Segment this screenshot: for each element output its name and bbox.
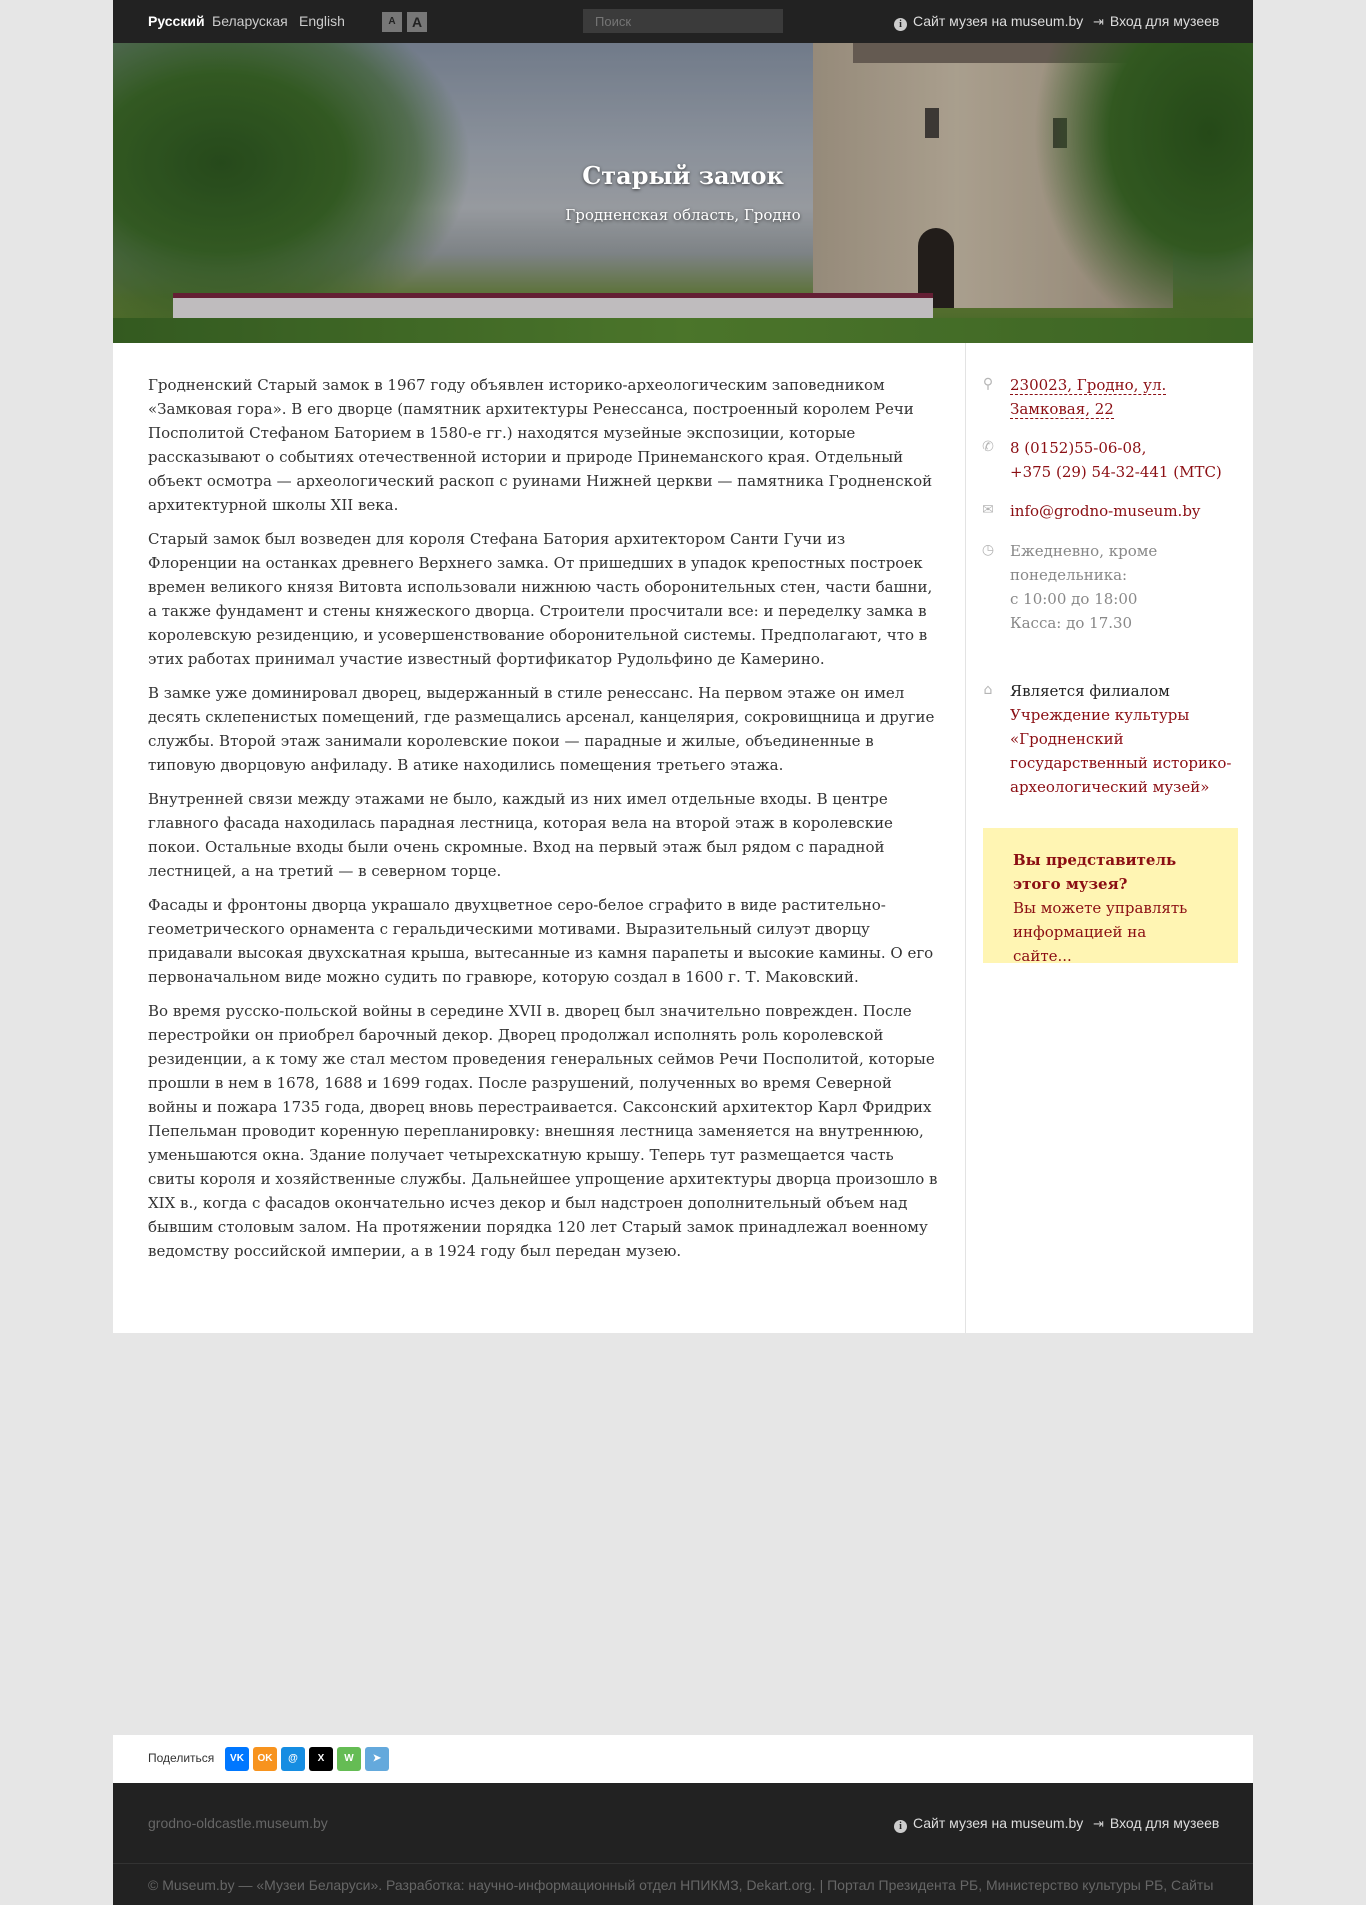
- page-subtitle: Гродненская область, Гродно: [565, 206, 801, 224]
- footer-museum-site-link[interactable]: i Сайт музея на museum.by: [894, 1815, 1083, 1833]
- search-input[interactable]: [583, 9, 783, 33]
- info-icon: i: [894, 18, 907, 31]
- font-increase-button[interactable]: A: [407, 12, 427, 32]
- footer-login-link[interactable]: ⇥ Вход для музеев: [1093, 1815, 1220, 1831]
- login-link[interactable]: [1093, 13, 1219, 30]
- share-ok-button[interactable]: OK: [253, 1747, 277, 1771]
- envelope-icon: ✉: [982, 502, 994, 518]
- footer-divider: [113, 1863, 1253, 1864]
- font-decrease-button[interactable]: A: [382, 12, 402, 32]
- sign-in-icon: ⇥: [1093, 1816, 1104, 1831]
- footer: [113, 1783, 1253, 1905]
- footer-site-link[interactable]: grodno-oldcastle.museum.by: [148, 1815, 328, 1831]
- lang-russian[interactable]: Русский: [148, 13, 205, 29]
- page-title: Старый замок: [582, 161, 784, 190]
- lang-english[interactable]: English: [299, 13, 345, 29]
- hero-banner: [113, 43, 1253, 343]
- article-paragraph: В замке уже доминировал дворец, выдержанный в стиле ренессанс. На первом этаже он имел десять склепенистых помещений, где размещались арсенал, канцелярия, сокровищница и другие службы. Второй этаж занимали королевские покои — парадные и жилые, объединенные в типовую дворцовую анфиладу. В атике находились помещения третьего этажа.: [148, 684, 935, 774]
- article-paragraph: Внутренней связи между этажами не было, каждый из них имел отдельные входы. В центре главного фасада находилась парадная лестница, которая вела на второй этаж в королевские покои. Остальные входы были очень скромные. Вход на первый этаж был рядом с парадной лестницей, а на третий — в северном торце.: [148, 790, 893, 880]
- share-vk-button[interactable]: VK: [225, 1747, 249, 1771]
- column-divider: [965, 343, 966, 1333]
- share-label: Поделиться: [148, 1751, 215, 1765]
- footer-copyright: © Museum.by — «Музеи Беларуси». Разработка: научно-информационный отдел НПИКМЗ, Dekart.org. | Портал Президента РБ, Министерство культуры РБ, Сайты: [148, 1877, 1214, 1893]
- phone-link-2[interactable]: +375 (29) 54-32-441 (МТС): [1010, 463, 1222, 481]
- login-link-label: Вход для музеев: [1109, 13, 1220, 29]
- info-icon: i: [894, 1820, 907, 1833]
- share-whatsapp-button[interactable]: W: [337, 1747, 361, 1771]
- article-paragraph: Гродненский Старый замок в 1967 году объявлен историко-археологическим заповедником «Замковая гора». В его дворце (памятник архитектуры Ренессанса, построенный королем Речи Посполитой Стефаном Баторием в 1580-е гг.) находятся музейные экспозиции, которые рассказывают о событиях отечественной истории и природе Принеманского края. Отдельный объект осмотра — археологический раскоп с руинами Нижней церкви — памятника Гродненской архитектурной школы XII века.: [148, 376, 933, 514]
- address-link[interactable]: 230023, Гродно, ул. Замковая, 22: [1010, 376, 1167, 418]
- share-x-button[interactable]: X: [309, 1747, 333, 1771]
- phone-link-1[interactable]: 8 (0152)55-06-08,: [1010, 439, 1147, 457]
- share-bar: [113, 1735, 1253, 1783]
- article-paragraph: Фасады и фронтоны дворца украшало двухцветное серо-белое сграфито в виде растительно-геометрического орнамента с геральдическими мотивами. Выразительный силуэт дворцу придавали высокая двухскатная крыша, вытесанные из камня парапеты и высокие камины. О его первоначальном виде можно судить по гравюре, которую создал в 1600 г. Т. Маковский.: [148, 896, 934, 986]
- museum-site-link[interactable]: [894, 13, 1083, 31]
- content-area: Гродненский Старый замок в 1967 году объявлен историко-археологическим заповедником «Замковая гора». В его дворце (памятник архитектуры Ренессанса, построенный королем Речи Посполитой Стефаном Баторием в 1580-е гг.) находятся музейные экспозиции, которые рассказывают о событиях отечественной истории и природе Принеманского края. Отдельный объект осмотра — археологический раскоп с руинами Нижней церкви — памятника Гродненской архитектурной школы XII века. Старый замок был возведен для короля Стефана Батория архитектором Санти Гучи из Флоренции на останках древнего Верхнего замка. От пришедших в упадок крепостных построек времен великого князя Витовта использовали нижнюю часть оборонительных стен, части башни, а также фундамент и стены княжеского дворца. Строители просчитали все: и переделку замка в королевскую резиденцию, и усовершенствование оборонительной системы. Предполагают, что в этих работах принимал участие известный фортификатор Рудольфино де Камерино. В замке уже доминировал дворец, выдержанный в стиле ренессанс. На первом этаже он имел десять склепенистых помещений, где размещались арсенал, канцелярия, сокровищница и другие службы. Второй этаж занимали королевские покои — парадные и жилые, объединенные в типовую дворцовую анфиладу. В атике находились помещения третьего этажа. Внутренней связи между этажами не было, каждый из них имел отдельные входы. В центре главного фасада находилась парадная лестница, которая вела на второй этаж в королевские покои. Остальные входы были очень скромные. Вход на первый этаж был рядом с парадной лестницей, а на третий — в северном торце. Фасады и фронтоны дворца украшало двухцветное серо-белое сграфито в виде растительно-геометрического орнамента с геральдическими мотивами. Выразительный силуэт дворцу придавали высокая двухскатная крыша, вытесанные из камня парапеты и высокие камины. О его первоначальном виде можно судить по гравюре, которую создал в 1600 г. Т. Маковский. Во время русско-польской войны в середине XVII в. дворец был значительно поврежден. После перестройки он приобрел барочный декор. Дворец продолжал исполнять роль королевской резиденции, а к тому же стал местом проведения генеральных сеймов Речи Посполитой, которые прошли в нем в 1678, 1688 и 1699 годах. После разрушений, полученных во время Северной войны и пожара 1735 года, дворец вновь перестраивается. Саксонский архитектор Карл Фридрих Пепельман проводит коренную перепланировку: внешняя лестница заменяется на внутреннюю, уменьшаются окна. Здание получает четырехскатную крышу. Теперь тут размещается часть свиты короля и хозяйственные службы. Дальнейшее упрощение архитектуры дворца произошло в XIX в., когда с фасадов окончательно исчез декор и был надстроен дополнительный объем над бывшим столовым залом. На протяжении порядка 120 лет Старый замок принадлежал военному ведомству российской империи, а в 1924 году был передан музею. ⚲ 230023, Гродно, ул. Замковая, 22 ✆ 8 (0152)55-06-08, +375 (29) 54-32-441 (МТС) ✉ info@grodno-museum.by ◷ Ежедневно, кроме понедельника: с 10:00 до 18:00 Касса: до 17.30 ⌂ Является филиалом Учреждение культуры «Гродненский государственный историко- археологический музей» Вы представитель этого музея? Вы можете управлять информацией на сайте...: [113, 343, 1253, 1333]
- map-pin-icon: ⚲: [982, 376, 994, 392]
- article: [148, 373, 938, 1273]
- phone-icon: ✆: [982, 439, 994, 455]
- clock-icon: ◷: [981, 542, 995, 558]
- lang-belarusian[interactable]: Беларуская: [212, 13, 288, 29]
- share-telegram-button[interactable]: ➤: [365, 1747, 389, 1771]
- top-bar: [113, 0, 1253, 43]
- museum-site-link-label: Сайт музея на museum.by: [913, 13, 1084, 29]
- share-moimir-button[interactable]: @: [281, 1747, 305, 1771]
- sign-in-icon: ⇥: [1093, 14, 1104, 29]
- email-link[interactable]: info@grodno-museum.by: [1010, 502, 1201, 520]
- museum-building-icon: ⌂: [983, 682, 993, 698]
- article-paragraph: Старый замок был возведен для короля Стефана Батория архитектором Санти Гучи из Флоренции на останках древнего Верхнего замка. От пришедших в упадок крепостных построек времен великого князя Витовта использовали нижнюю часть оборонительных стен, части башни, а также фундамент и стены княжеского дворца. Строители просчитали все: и переделку замка в королевскую резиденцию, и усовершенствование оборонительной системы. Предполагают, что в этих работах принимал участие известный фортификатор Рудольфино де Камерино.: [148, 530, 933, 668]
- museum-rep-promo[interactable]: Вы представитель этого музея? Вы можете управлять информацией на сайте...: [983, 828, 1238, 963]
- branch-label: Является филиалом: [1010, 682, 1170, 700]
- article-paragraph: Во время русско-польской войны в середине XVII в. дворец был значительно поврежден. После перестройки он приобрел барочный декор. Дворец продолжал исполнять роль королевской резиденции, а к тому же стал местом проведения генеральных сеймов Речи Посполитой, которые прошли в нем в 1678, 1688 и 1699 годах. После разрушений, полученных во время Северной войны и пожара 1735 года, дворец вновь перестраивается. Саксонский архитектор Карл Фридрих Пепельман проводит коренную перепланировку: внешняя лестница заменяется на внутреннюю, уменьшаются окна. Здание получает четырехскатную крышу. Теперь тут размещается часть свиты короля и хозяйственные службы. Дальнейшее упрощение архитектуры дворца произошло в XIX в., когда с фасадов окончательно исчез декор и был надстроен дополнительный объем над бывшим столовым залом. На протяжении порядка 120 лет Старый замок принадлежал военному ведомству российской империи, а в 1924 году был передан музею.: [148, 1002, 938, 1260]
- parent-org-link[interactable]: Учреждение культуры «Гродненский государственный историко- археологический музей»: [1010, 706, 1232, 796]
